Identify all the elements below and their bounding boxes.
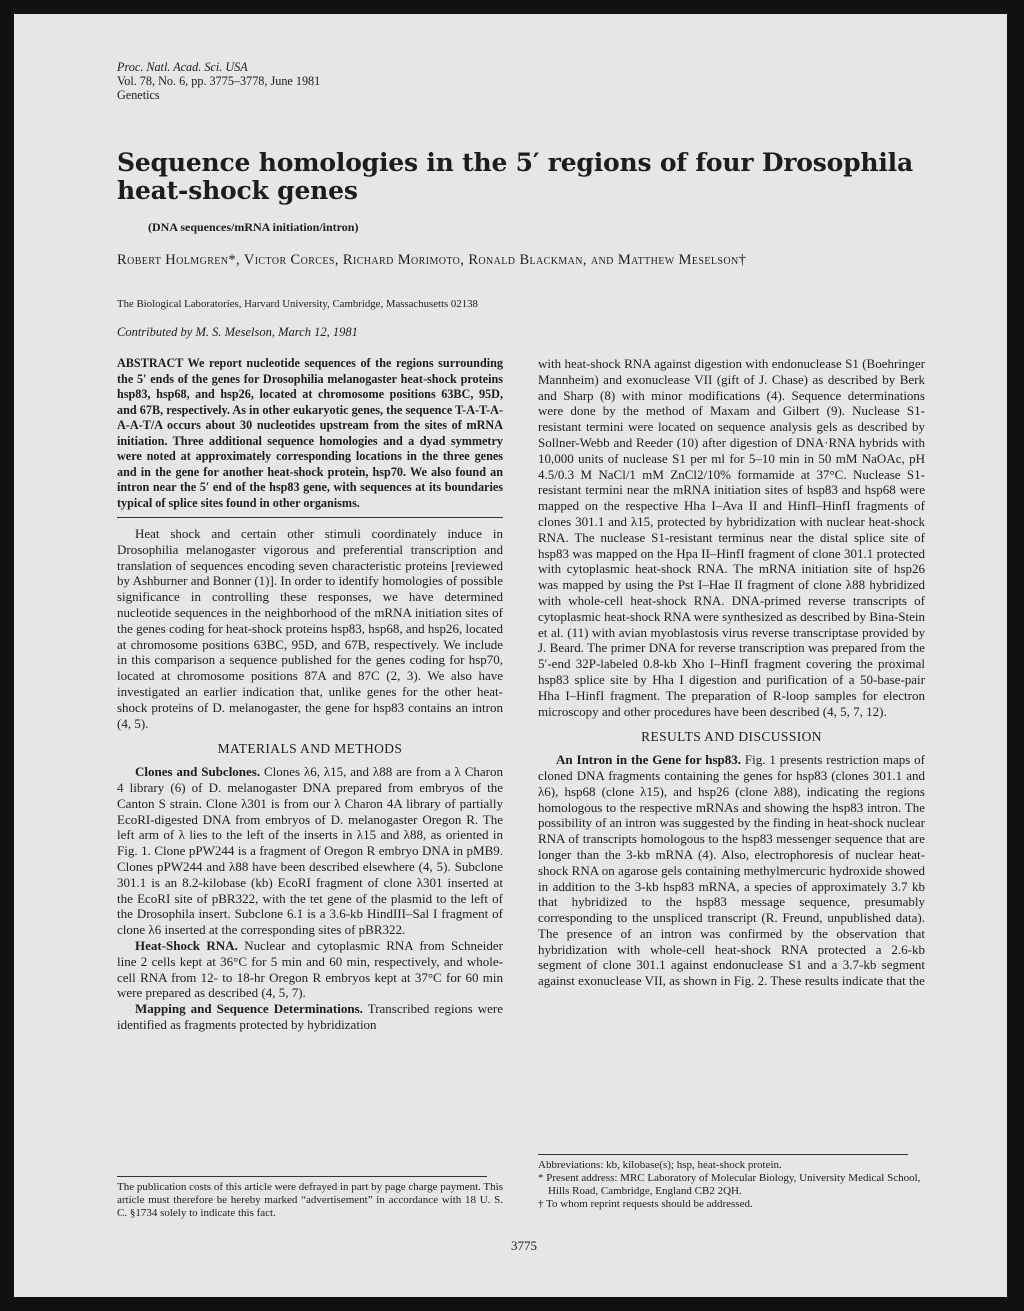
run-in-heading: Clones and Subclones. xyxy=(135,764,261,780)
methods-paragraph-rna xyxy=(117,938,503,1001)
footnotes xyxy=(538,1154,925,1211)
results-paragraph xyxy=(538,752,925,989)
results-heading: RESULTS AND DISCUSSION xyxy=(641,729,822,745)
run-in-heading: An Intron in the Gene for hsp83. xyxy=(556,752,742,768)
footnote-text: The publication costs of this article were defrayed in part by page charge payment. This article must therefore be hereby marked “advertisement” in accordance with 18 U. S. C. §1734 solely to indicate this fact. xyxy=(117,1181,503,1219)
journal-name: Proc. Natl. Acad. Sci. USA xyxy=(117,60,248,74)
paragraph-text: Nuclear and cytoplasmic RNA from Schneider line 2 cells kept at 36°C for 5 min and 60 min, respectively, and whole-cell RNA from 12- to 18-hr Oregon R embryos kept at 37°C for 60 min were prepared as described (4, 5, 7). xyxy=(117,937,503,1001)
article-title: Sequence homologies in the 5′ regions of four Drosophila heat-shock genes xyxy=(117,148,913,205)
section-name: Genetics xyxy=(117,88,160,103)
run-in-heading: Heat-Shock RNA. xyxy=(135,937,238,953)
footnote-abbreviations: Abbreviations: kb, kilobase(s); hsp, heat-shock protein. xyxy=(538,1159,782,1171)
footnote-reprints: † To whom reprint requests should be addressed. xyxy=(538,1198,753,1210)
run-in-heading: Mapping and Sequence Determinations. xyxy=(135,1001,363,1017)
methods-heading: MATERIALS AND METHODS xyxy=(217,741,403,757)
page-number: 3775 xyxy=(511,1238,537,1253)
abstract: ABSTRACT We report nucleotide sequences of the regions surrounding the 5′ ends of the genes for Drosophilia melanogaster heat-shock proteins hsp83, hsp68, and hsp26, located at chromosome positions 63BC, 95D, and 67B, respectively. As in other eukaryotic genes, the sequence T-A-T-A-A-A-T/A occurs about 30 nucleotides upstream from the sites of mRNA initiation. Three additional sequence homologies and a dyad symmetry were noted at approximately corresponding locations in the three genes and in the gene for another heat-shock protein, hsp70. We also found an intron near the 5′ end of the hsp83 gene, with sequences at its boundaries typical of splice sites found in other organisms. xyxy=(117,356,503,510)
paragraph-text: Fig. 1 presents restriction maps of cloned DNA fragments containing the genes for hsp83 (clones 301.1 and λ6), hsp68 (clone λ15), and hsp26 (clone λ88), indicating the regions homologous to the respective mRNAs and showing the hsp83 intron. The possibility of an intron was suggested by the finding in heat-shock nuclear RNA of transcripts homologous to the hsp83 messenger sequence that are longer than the 3-kb mRNA (4). Also, electrophoresis of nuclear heat-shock RNA on agarose gels containing methylmercuric hydroxide showed in addition to the 3-kb hsp83 mRNA, a species of approximately 3.7 kb that hybridized to the hsp83 message sequence, presumably corresponding to the unspliced transcript (R. Freund, unpublished data). The presence of an intron was confirmed by the observation that hybridization with whole-cell heat-shock RNA protected a 2.6-kb segment of clone 301.1 against endonuclease S1 and a 3.7-kb segment against exonuclease VII, as shown in Fig. 2. These results indicate that the xyxy=(538,752,926,989)
paragraph-text: Transcribed regions were identified as fragments protected by hybridization xyxy=(117,1001,503,1032)
volume-info: Vol. 78, No. 6, pp. 3775–3778, June 1981 xyxy=(117,74,321,89)
left-column xyxy=(117,356,503,1033)
affiliation: The Biological Laboratories, Harvard University, Cambridge, Massachusetts 02138 xyxy=(117,298,478,310)
right-column xyxy=(538,356,925,989)
keywords: (DNA sequences/mRNA initiation/intron) xyxy=(148,220,359,234)
footnote-present-address: * Present address: MRC Laboratory of Molecular Biology, University Medical School, Hills Road, Cambridge, England CB2 2QH. xyxy=(538,1172,921,1197)
abstract-divider xyxy=(117,517,503,518)
publication-cost-note xyxy=(117,1176,503,1220)
paragraph-text: Clones λ6, λ15, and λ88 are from a λ Charon 4 library (6) of D. melanogaster DNA prepared from embryos of the Canton S strain. Clone λ301 is from our λ Charon 4A library of partially EcoRI-digested DNA from embryos of D. melanogaster Oregon R. The left arm of λ lies to the left of the inserts in λ15 and λ88, as oriented in Fig. 1. Clone pPW244 is a fragment of Oregon R embryo DNA in pMB9. Clones pPW244 and λ88 have been described elsewhere (4, 5). Subclone 301.1 is an 8.2-kilobase (kb) EcoRI fragment of clone λ301 inserted at the EcoRI site of pBR322, with the tet gene of the plasmid to the left of the Drosophila insert. Subclone 6.1 is a 3.6-kb HindIII–Sal I fragment of clone λ6 inserted at the corresponding sites of pBR322. xyxy=(117,764,503,938)
footnote-divider xyxy=(538,1154,908,1155)
methods-paragraph-clones xyxy=(117,764,503,938)
journal-header xyxy=(117,60,320,103)
journal-page xyxy=(14,14,1007,1297)
author-list: Robert Holmgren*, Victor Corces, Richard Morimoto, Ronald Blackman, and Matthew Meselson† xyxy=(117,252,747,268)
intro-paragraph: Heat shock and certain other stimuli coordinately induce in Drosophilia melanogaster vigorous and preferential transcription and translation of sequences encoding seven characteristic proteins [reviewed by Ashburner and Bonner (1)]. In order to identify homologies of possible significance in controlling these responses, we have determined nucleotide sequences in the neighborhood of the mRNA initiation sites of the genes coding for heat-shock proteins hsp83, hsp68, and hsp26, located at chromosome positions 63BC, 95D, and 67B, respectively. We include in this comparison a sequence published for the genes coding for hsp70, located at chromosome positions 87A and 87C (2, 3). We also have investigated an earlier indication that, unlike genes for the other heat-shock proteins of D. melanogaster, the gene for hsp83 contains an intron (4, 5). xyxy=(117,526,503,731)
contributed-by: Contributed by M. S. Meselson, March 12, 1981 xyxy=(117,325,358,339)
methods-continued: with heat-shock RNA against digestion with endonuclease S1 (Boehringer Mannheim) and exonuclease VII (gift of J. Chase) as described by Berk and Sharp (8) with minor modifications (4). Sequence determinations were done by the method of Maxam and Gilbert (9). Nuclease S1-resistant termini were located on sequence analysis gels as described by Sollner-Webb and Reeder (10) after digestion of DNA·RNA hybrids with 10,000 units of nuclease S1 per ml for 5–10 min in 50 mM NaOAc, pH 4.5/0.3 M NaCl/1 mM ZnCl2/10% formamide at 37°C. Nuclease S1-resistant termini near the mRNA initiation sites of hsp83 and hsp68 were mapped on the respective Hha I–Ava II and HinfI–HinfI fragments of clones 301.1 and λ15, protected by hybridization with nuclear heat-shock RNA. The nuclease S1-resistant terminus near the distal splice site of hsp83 was mapped on the Hpa II–HinfI fragment of clone 301.1 protected with cytoplasmic heat-shock RNA. The mRNA initiation site of hsp26 was mapped by using the Pst I–Hae II fragment of clone λ88 hybridized with whole-cell heat-shock RNA. DNA-primed reverse transcripts of cytoplasmic heat-shock RNA were synthesized as described by Bina-Stein et al. (11) with avian myoblastosis virus reverse transcriptase provided by J. Beard. The primer DNA for reverse transcription was prepared from the 5′-end 32P-labeled 0.8-kb Xho I–HinfI fragment covering the proximal hsp83 splice site by Hha I digestion and purification of a 50-base-pair Hha I–HinfI fragment. The preparation of R-loop samples for electron microscopy and other procedures have been described (4, 5, 7, 12). xyxy=(538,356,926,719)
methods-paragraph-mapping xyxy=(117,1001,503,1033)
footnote-divider xyxy=(117,1176,487,1177)
